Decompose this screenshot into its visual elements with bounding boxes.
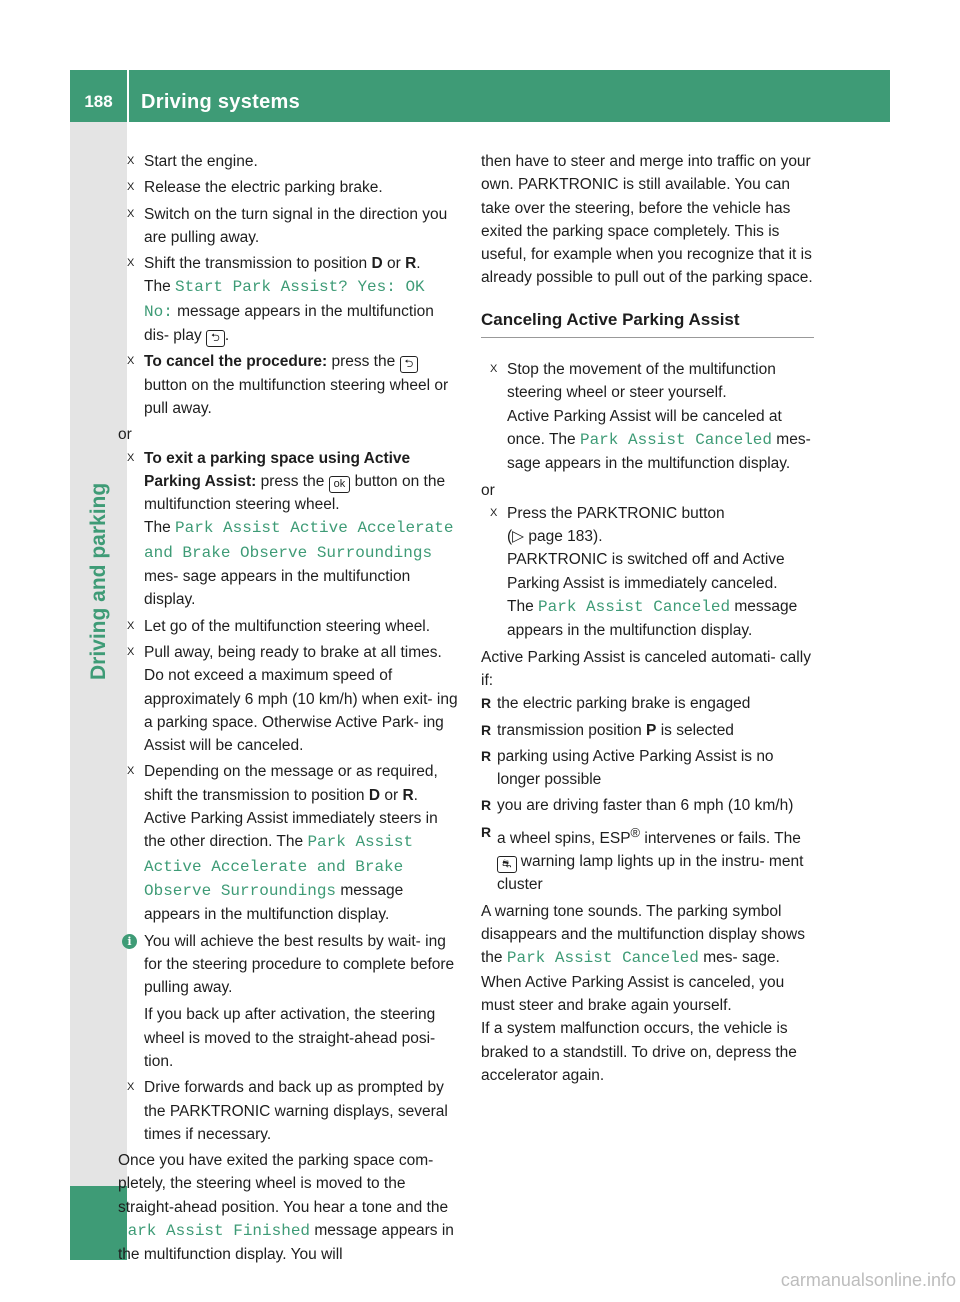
bullet-icon: R	[481, 721, 492, 738]
step-stop-movement: X Stop the movement of the multifunction steering wheel or steer yourself. Active Parking Assist will be canceled at once. The Park Assist Canceled mes- sage appears in the multifunction display.	[481, 358, 814, 475]
step-drive-forwards-back: X Drive forwards and back up as prompted by the PARKTRONIC warning displays, several times if necessary.	[118, 1076, 463, 1146]
bullet-icon: R	[481, 797, 492, 814]
step-arrow-icon: X	[127, 765, 135, 778]
step-arrow-icon: X	[127, 1081, 135, 1094]
ok-button-icon: ok	[329, 476, 351, 493]
page-number: 188	[84, 92, 113, 111]
footer-watermark: carmanualsonline.info	[780, 1270, 956, 1290]
step-shift-direction: X Depending on the message or as required, shift the transmission to position D or R. Active Parking Assist immediately steers in the other direction. The Park Assist Active Accelerate and Brake Observe Surroundings message appears in the multifunction display.	[118, 760, 463, 926]
or-separator: or	[481, 481, 495, 499]
step-arrow-icon: X	[127, 181, 135, 194]
bullet-icon: R	[481, 695, 492, 712]
display-message: Start Park Assist? Yes: OK No:	[144, 278, 425, 321]
step-arrow-icon: X	[127, 155, 135, 167]
skid-warning-icon: ⛐	[497, 856, 517, 873]
step-arrow-icon: X	[127, 619, 135, 632]
display-message: Park Assist Canceled	[579, 430, 772, 449]
list-item: R a wheel spins, ESP® intervenes or fails. The ⛐ warning lamp lights up in the instru- ment cluster	[481, 821, 814, 897]
paragraph-canceled-if: Active Parking Assist is canceled automati- cally if:	[481, 648, 811, 689]
step-release-brake: X Release the electric parking brake.	[118, 176, 463, 199]
paragraph-warning-tone: A warning tone sounds. The parking symbol disappears and the multifunction display shows the Park Assist Canceled mes- sage.	[481, 902, 805, 968]
step-press-parktronic: X Press the PARKTRONIC button (▷ page 183). PARKTRONIC is switched off and Active Parking Assist is immediately canceled. The Park Assist Canceled message appears in the multifunction display.	[481, 502, 814, 643]
step-arrow-icon: X	[127, 257, 135, 270]
paragraph-steer-brake: When Active Parking Assist is canceled, you must steer and brake again yourself.	[481, 973, 785, 1014]
bullet-icon: R	[481, 823, 492, 840]
display-message: Park Assist Finished	[118, 1222, 311, 1241]
left-column	[118, 150, 463, 1267]
info-icon: i	[122, 934, 137, 949]
display-message: Park Assist Active Accelerate and Brake Observe Surroundings	[144, 519, 454, 562]
section-title: Driving systems	[141, 91, 301, 113]
step-turn-signal: X Switch on the turn signal in the direction you are pulling away.	[118, 203, 463, 250]
step-let-go-wheel: X Let go of the multifunction steering wheel.	[118, 615, 463, 638]
step-exit-parking-space: X To exit a parking space using Active Parking Assist: press the ok button on the multifunction steering wheel. The Park Assist Active Accelerate and Brake Observe Surroundings mes- sage appears in the multifunction display.	[118, 447, 463, 612]
page-reference: (▷ page 183).	[507, 528, 603, 546]
list-item: R you are driving faster than 6 mph (10 km/h)	[481, 794, 814, 817]
paragraph-continued: then have to steer and merge into traffic on your own. PARKTRONIC is still available. You can take over the steering, before the vehicle has exited the parking space completely. This is useful, for example when you recognize that it is already possible to pull out of the parking space.	[481, 153, 813, 287]
paragraph-exited: Once you have exited the parking space com- pletely, the steering wheel is moved to the straight-ahead position. You hear a tone and the Park Assist Finished message appears in the multifunction display. You will	[118, 1152, 454, 1264]
header-divider	[127, 70, 129, 122]
step-cancel-procedure: X To cancel the procedure: press the ⮌ button on the multifunction steering wheel or pull away.	[118, 350, 463, 420]
step-arrow-icon: X	[127, 645, 135, 658]
right-column	[481, 150, 814, 1087]
back-button-icon: ⮌	[400, 356, 419, 373]
step-arrow-icon: X	[127, 207, 135, 220]
or-separator: or	[118, 426, 132, 444]
step-arrow-icon: X	[490, 363, 498, 376]
display-message: Park Assist Canceled	[538, 598, 731, 617]
info-note: i You will achieve the best results by wait- ing for the steering procedure to complete before pulling away. If you back up after activation, the steering wheel is moved to the straight-ahead posi- tion.	[118, 930, 463, 1074]
step-arrow-icon: X	[127, 355, 135, 368]
side-tab-label: Driving and parking	[87, 482, 110, 680]
back-button-icon: ⮌	[206, 330, 225, 347]
step-shift-transmission: X Shift the transmission to position D or R. The Start Park Assist? Yes: OK No: message appears in the multifunction dis- play ⮌ .	[118, 252, 463, 347]
list-item: R transmission position P is selected	[481, 719, 814, 742]
display-message: Park Assist Active Accelerate and Brake Observe Surroundings	[144, 833, 414, 900]
step-arrow-icon: X	[127, 451, 135, 464]
step-pull-away: X Pull away, being ready to brake at all times. Do not exceed a maximum speed of approximately 6 mph (10 km/h) when exit- ing a parking space. Otherwise Active Park- ing Assist will be canceled.	[118, 641, 463, 757]
step-start-engine: X Start the engine.	[118, 150, 463, 173]
section-heading: Canceling Active Parking Assist	[481, 308, 814, 338]
list-item: R parking using Active Parking Assist is no longer possible	[481, 745, 814, 792]
display-message: Park Assist Canceled	[506, 949, 699, 968]
paragraph-malfunction: If a system malfunction occurs, the vehicle is braked to a standstill. To drive on, depress the accelerator again.	[481, 1020, 797, 1084]
step-arrow-icon: X	[490, 506, 498, 519]
list-item: R the electric parking brake is engaged	[481, 692, 814, 715]
bullet-icon: R	[481, 747, 492, 764]
